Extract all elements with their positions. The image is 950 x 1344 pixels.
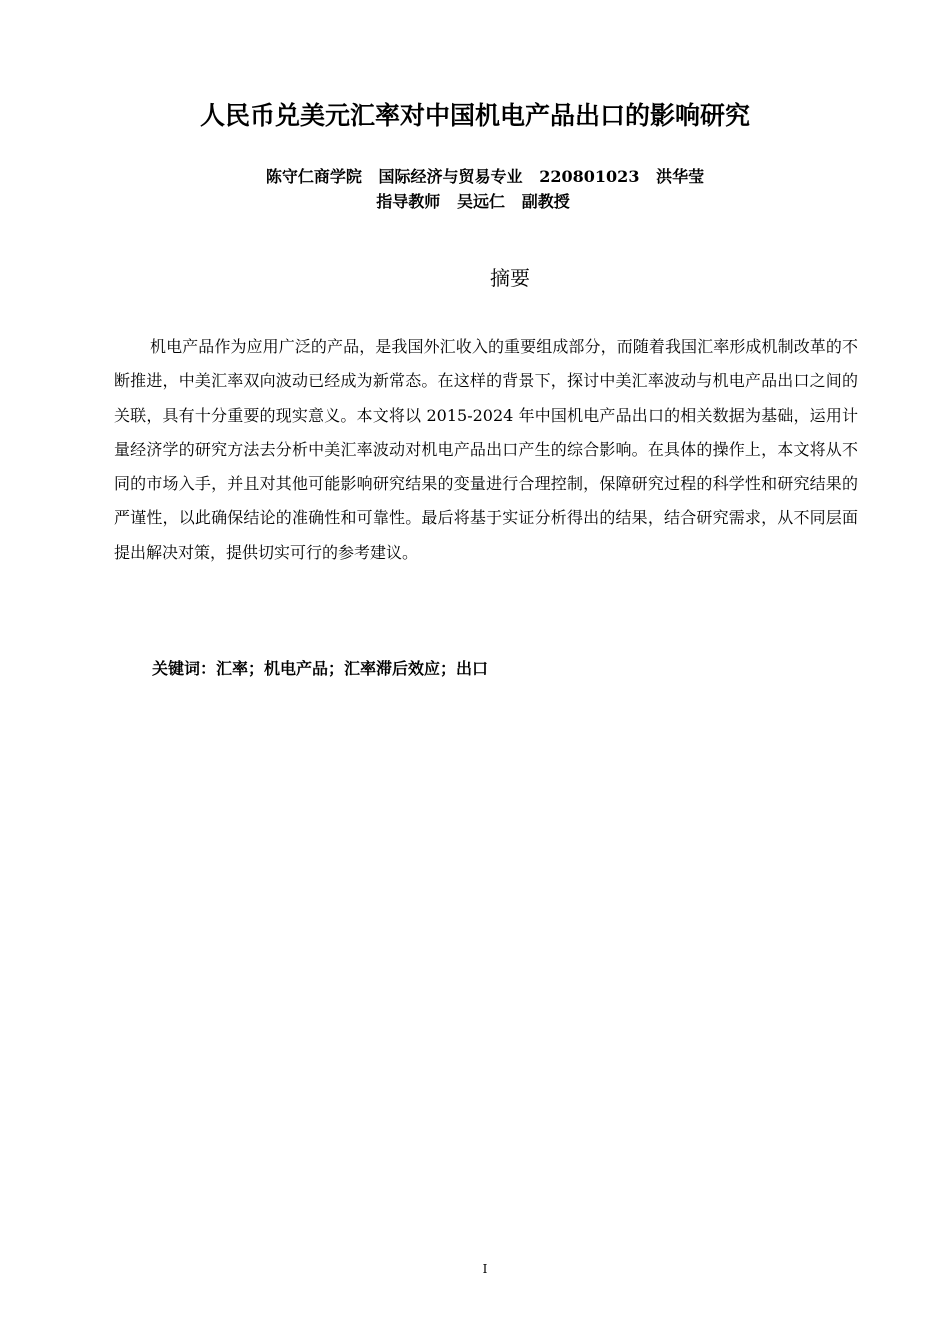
abstract-body: 机电产品作为应用广泛的产品，是我国外汇收入的重要组成部分，而随着我国汇率形成机制改革的不断推进，中美汇率双向波动已经成为新常态。在这样的背景下，探讨中美汇率波动与机电产品出口之间的关联，具有十分重要的现实意义。本文将以 2015-2024 年中国机电产品出口的相关数据为基础，运用计量经济学的研究方法去分析中美汇率波动对机电产品出口产生的综合影响。在具体的操作上，本文将从不同的市场入手，并且对其他可能影响研究结果的变量进行合理控制，保障研究过程的科学性和研究结果的严谨性，以此确保结论的准确性和可靠性。最后将基于实证分析得出的结果，结合研究需求，从不同层面提出解决对策，提供切实可行的参考建议。	[114, 337, 858, 562]
page-number: I	[482, 1262, 488, 1276]
author-info: 陈守仁商学院 国际经济与贸易专业 220801023 洪华莹	[265, 167, 705, 186]
keywords: 关键词：汇率；机电产品；汇率滞后效应；出口	[152, 659, 489, 678]
abstract-heading: 摘要	[490, 266, 530, 290]
paper-title: 人民币兑美元汇率对中国机电产品出口的影响研究	[199, 101, 750, 130]
advisor-info: 指导教师 吴远仁 副教授	[376, 192, 570, 211]
